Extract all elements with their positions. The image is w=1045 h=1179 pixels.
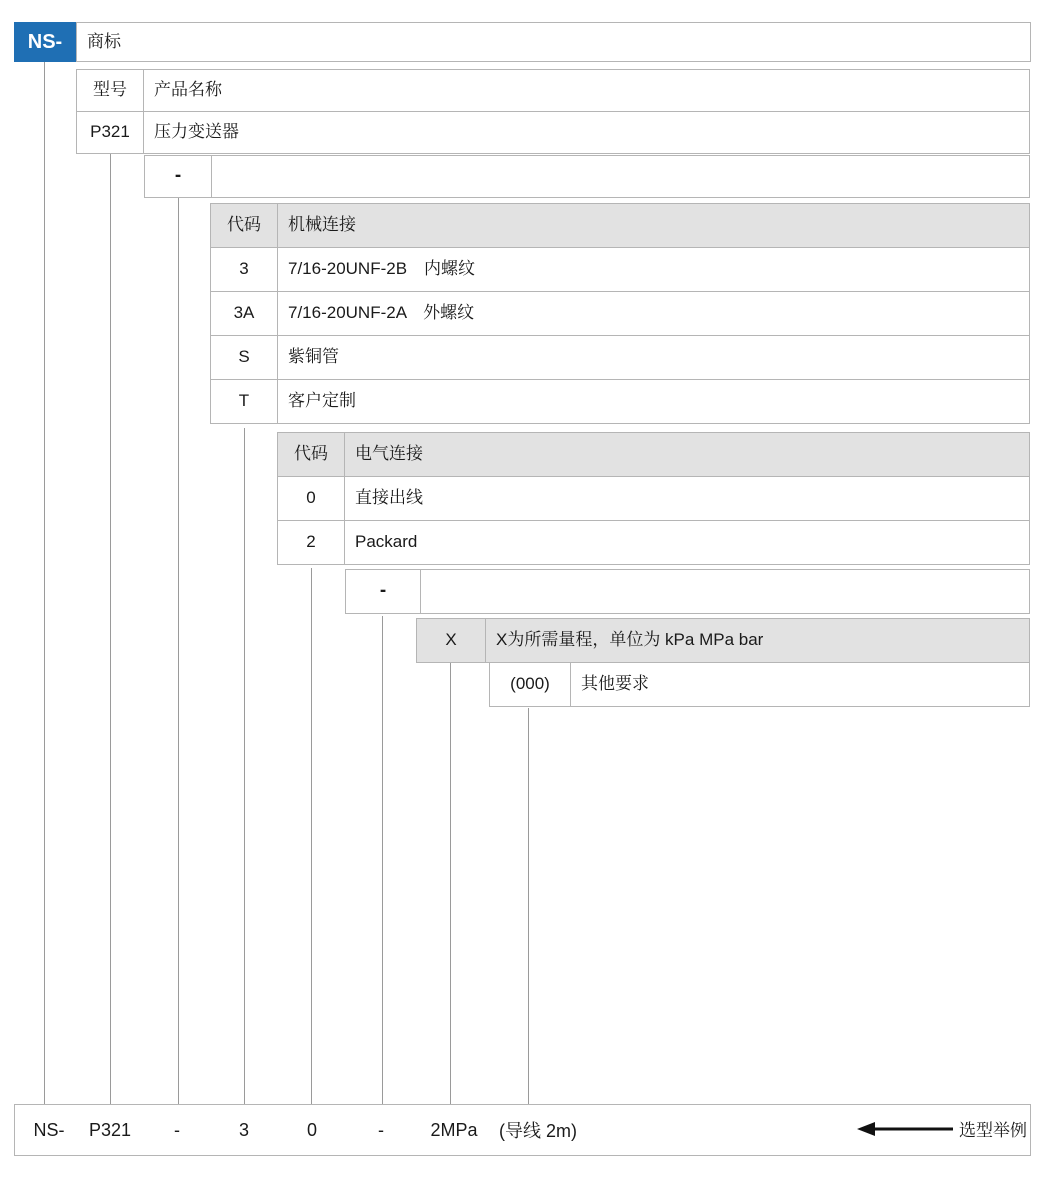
cell-model-name: 压力变送器 bbox=[143, 111, 1030, 154]
cell-range-code-other: (000) bbox=[489, 662, 571, 707]
connector-line-other bbox=[528, 708, 529, 1104]
row-range-x bbox=[416, 618, 1031, 663]
row-electrical-header bbox=[277, 432, 1031, 477]
cell-mechanical-code-s: S bbox=[210, 335, 278, 380]
cell-mechanical-code-t: T bbox=[210, 379, 278, 424]
example-token-other: (导线 2m) bbox=[499, 1121, 577, 1141]
cell-range-name-x: X为所需量程，单位为 kPa MPa bar bbox=[485, 618, 1030, 663]
cell-electrical-name-header: 电气连接 bbox=[344, 432, 1030, 477]
cell-electrical-name-0: 直接出线 bbox=[344, 476, 1030, 521]
row-electrical-0 bbox=[277, 476, 1031, 521]
row-mechanical-3a bbox=[210, 291, 1031, 336]
cell-mechanical-name-s: 紫铜管 bbox=[277, 335, 1030, 380]
cell-model-code: P321 bbox=[76, 111, 144, 154]
cell-mechanical-name-3a: 7/16-20UNF-2A 外螺纹 bbox=[277, 291, 1030, 336]
cell-mechanical-name-header: 机械连接 bbox=[277, 203, 1030, 248]
connector-line-model bbox=[110, 154, 111, 1104]
cell-separator-dash-2: - bbox=[345, 569, 421, 614]
example-note bbox=[857, 1116, 1027, 1141]
cell-mechanical-code-3a: 3A bbox=[210, 291, 278, 336]
cell-separator-blank-2 bbox=[420, 569, 1030, 614]
row-mechanical-s bbox=[210, 335, 1031, 380]
row-mechanical-3 bbox=[210, 247, 1031, 292]
cell-electrical-code-0: 0 bbox=[277, 476, 345, 521]
cell-model-name-header: 产品名称 bbox=[143, 69, 1030, 112]
connector-line-dash1 bbox=[178, 198, 179, 1104]
connector-line-range bbox=[450, 662, 451, 1104]
cell-range-code-x: X bbox=[416, 618, 486, 663]
row-range-other bbox=[489, 662, 1031, 707]
cell-separator-dash-1: - bbox=[144, 155, 212, 198]
example-token-dash1: - bbox=[174, 1119, 180, 1140]
cell-electrical-name-2: Packard bbox=[344, 520, 1030, 565]
row-separator-1 bbox=[144, 155, 1031, 198]
example-note-label: 选型举例 bbox=[959, 1121, 1027, 1140]
cell-model-code-header: 型号 bbox=[76, 69, 144, 112]
row-mechanical-t bbox=[210, 379, 1031, 424]
connector-line-dash2 bbox=[382, 616, 383, 1104]
example-token-brand: NS- bbox=[33, 1119, 65, 1140]
cell-mechanical-name-3: 7/16-20UNF-2B 内螺纹 bbox=[277, 247, 1030, 292]
cell-mechanical-code-3: 3 bbox=[210, 247, 278, 292]
cell-mechanical-code-header: 代码 bbox=[210, 203, 278, 248]
example-token-dash2: - bbox=[378, 1119, 384, 1140]
connector-line-electrical bbox=[311, 568, 312, 1104]
row-model-p321 bbox=[76, 111, 1031, 154]
row-separator-2 bbox=[345, 569, 1031, 614]
cell-brand-name: 商标 bbox=[76, 22, 1031, 62]
cell-mechanical-name-t: 客户定制 bbox=[277, 379, 1030, 424]
row-mechanical-header bbox=[210, 203, 1031, 248]
example-token-mechanical: 3 bbox=[238, 1119, 249, 1140]
row-model-header bbox=[76, 69, 1031, 112]
left-arrow-icon bbox=[857, 1121, 953, 1137]
connector-line-brand bbox=[44, 62, 45, 1104]
cell-electrical-code-header: 代码 bbox=[277, 432, 345, 477]
row-brand bbox=[76, 22, 1031, 62]
cell-electrical-code-2: 2 bbox=[277, 520, 345, 565]
example-token-range: 2MPa bbox=[430, 1119, 478, 1140]
connector-line-mechanical bbox=[244, 428, 245, 1104]
brand-tag: NS- bbox=[14, 22, 76, 62]
row-electrical-2 bbox=[277, 520, 1031, 565]
example-token-electrical: 0 bbox=[306, 1119, 317, 1140]
example-token-model: P321 bbox=[88, 1119, 132, 1140]
cell-range-name-other: 其他要求 bbox=[570, 662, 1030, 707]
cell-separator-blank-1 bbox=[211, 155, 1030, 198]
